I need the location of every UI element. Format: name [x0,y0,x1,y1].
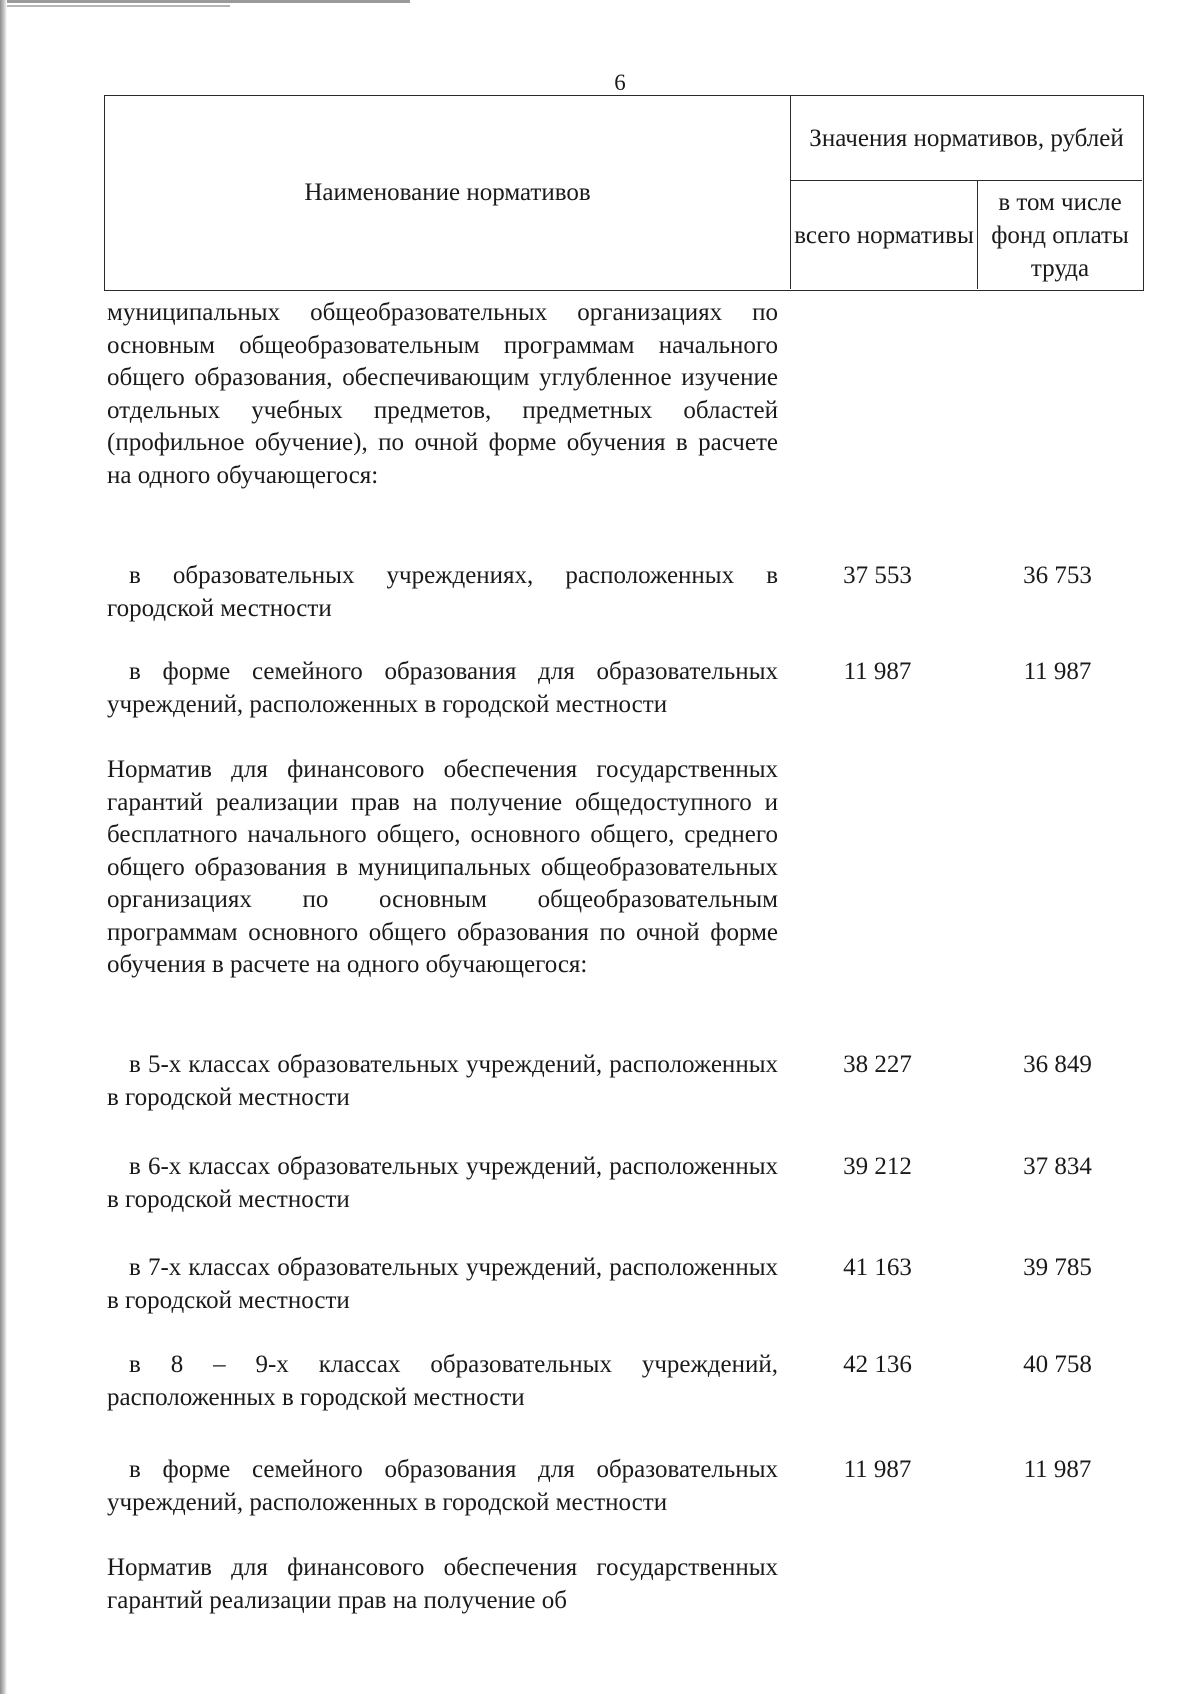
row-total-value: 11 987 [843,658,912,685]
row-payroll-value: 36 849 [1023,1051,1092,1078]
row-total-value: 38 227 [843,1051,912,1078]
row-name: в 6-х классах образовательных учреждений, расположенных в городской местности [107,1153,778,1213]
row-name: муниципальных общеобразовательных организациях по основным общеобразовательным программам начального общего образования, обеспечивающим углубленное изучение отдельных учебных предметов, предметных областей (профильное обучение), по очной форме обучения в расчете на одного обучающегося: [107,299,778,489]
row-total-value: 41 163 [843,1254,912,1281]
row-payroll-value: 40 758 [1023,1351,1092,1378]
header-name-column: Наименование нормативов [105,96,791,289]
page-number: 6 [614,70,626,95]
row-payroll-value: 39 785 [1023,1254,1092,1281]
header-values-column: Значения нормативов, рублей [791,96,1142,181]
row-name: в 7-х классах образовательных учреждений, расположенных в городской местности [107,1254,778,1314]
header-total-column: всего нормативы [791,181,978,289]
row-name: в 8 – 9-х классах образовательных учреждений, расположенных в городской местности [107,1351,778,1411]
row-payroll-value: 36 753 [1023,562,1092,589]
row-name: в образовательных учреждениях, расположенных в городской местности [107,562,778,622]
scan-artifact-top [0,0,410,3]
header-payroll-column: в том числе фонд оплаты труда [991,188,1129,282]
row-name: Норматив для финансового обеспечения государственных гарантий реализации прав на получение общедоступного и бесплатного начального общего, основного общего, среднего общего образования в муниципальных общеобразовательных организациях по основным общеобразовательным программам основного общего образования по очной форме обучения в расчете на одного обучающегося: [107,756,778,978]
row-total-value: 11 987 [843,1456,912,1483]
table-header [104,95,1144,291]
row-total-value: 42 136 [843,1351,912,1378]
row-total-value: 39 212 [843,1153,912,1180]
row-name: Норматив для финансового обеспечения государственных гарантий реализации прав на получение об [107,1554,778,1614]
scan-artifact-left-edge [0,0,7,1694]
scan-artifact-top-secondary [0,5,230,7]
row-payroll-value: 11 987 [1023,1456,1092,1483]
row-payroll-value: 37 834 [1023,1153,1092,1180]
row-total-value: 37 553 [843,562,912,589]
row-name: в форме семейного образования для образовательных учреждений, расположенных в городской местности [107,1456,778,1516]
row-name: в форме семейного образования для образовательных учреждений, расположенных в городской местности [107,658,778,718]
row-payroll-value: 11 987 [1023,658,1092,685]
row-name: в 5-х классах образовательных учреждений, расположенных в городской местности [107,1051,778,1111]
